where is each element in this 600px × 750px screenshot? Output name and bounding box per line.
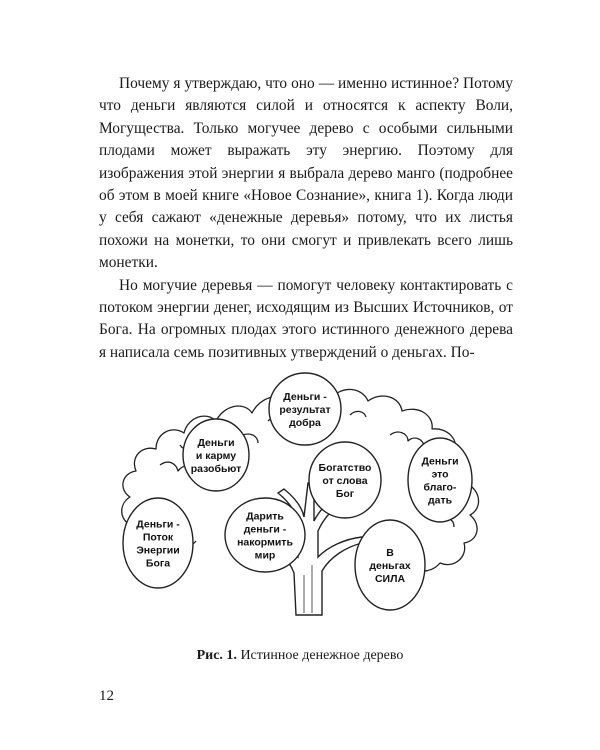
fruit-6-label-line: Бога [145,557,171,570]
fruit-4-label-line: Деньги [421,455,459,468]
money-tree-illustration [100,325,530,625]
fruit-1-label-line: Деньги - [283,391,327,403]
fruit-2-label-line: Деньги [197,437,235,449]
fruit-7-label-line: В [386,547,394,559]
fruit-4-label-line: благо- [423,481,457,494]
money-tree-figure [100,325,530,625]
fruit-5-label-line: деньги - [243,523,287,536]
caption-text: Истинное денежное дерево [240,648,404,663]
fruit-7-label-line: СИЛА [374,573,406,585]
fruit-3-label-line: от слова [322,475,368,487]
paragraph-2: Но могучие деревья — помогут человеку контактировать с потоком энергии денег, исходящим из Высших Источников, от Бога. На огромных плодах этого истинного денежного дерева я написала семь позитивных утверждений о деньгах. По- [99,276,513,361]
fruit-2-label-line: разобьют [190,463,242,475]
paragraph-1: Почему я утверждаю, что оно — именно истинное? Потому что деньги являются силой и относятся к аспекту Воли, Могущества. Только могучее дерево с особыми сильными плодами может выражать эту энергию. Поэтому для изображения этой энергии я выбрала дерево манго (подробнее об этом в моей книге «Новое Сознание», книга 1). Когда люди у себя сажают «денежные деревья» потому, что их листья похожи на монетки, то они смогут и привлекать всего лишь монетки. [99,75,513,272]
fruit-2-label-line: и карму [195,450,237,462]
fruit-1-label-line: результат [279,404,331,416]
fruit-3-label-line: Бог [335,488,355,500]
page-number: 12 [99,688,114,704]
fruit-6-label-line: Энергии [136,544,180,557]
fruit-3-label-line: Богатство [318,462,372,474]
fruit-2-label [191,437,242,475]
fruit-7-label-line: деньгах [369,560,411,572]
figure-caption [0,648,600,664]
caption-figure-number: Рис. 1. [196,648,237,663]
fruit-6-label-line: Поток [142,531,174,544]
fruit-4-label-line: дать [427,494,453,507]
fruit-5-label-line: накормить [237,536,293,549]
fruit-5-label-line: мир [254,549,276,562]
fruit-1-label-line: добра [289,417,321,429]
fruit-5-label-line: Дарить [246,510,284,523]
fruit-6-label-line: Деньги - [136,518,180,531]
body-text [99,73,513,364]
fruit-4-label-line: это [431,468,449,481]
